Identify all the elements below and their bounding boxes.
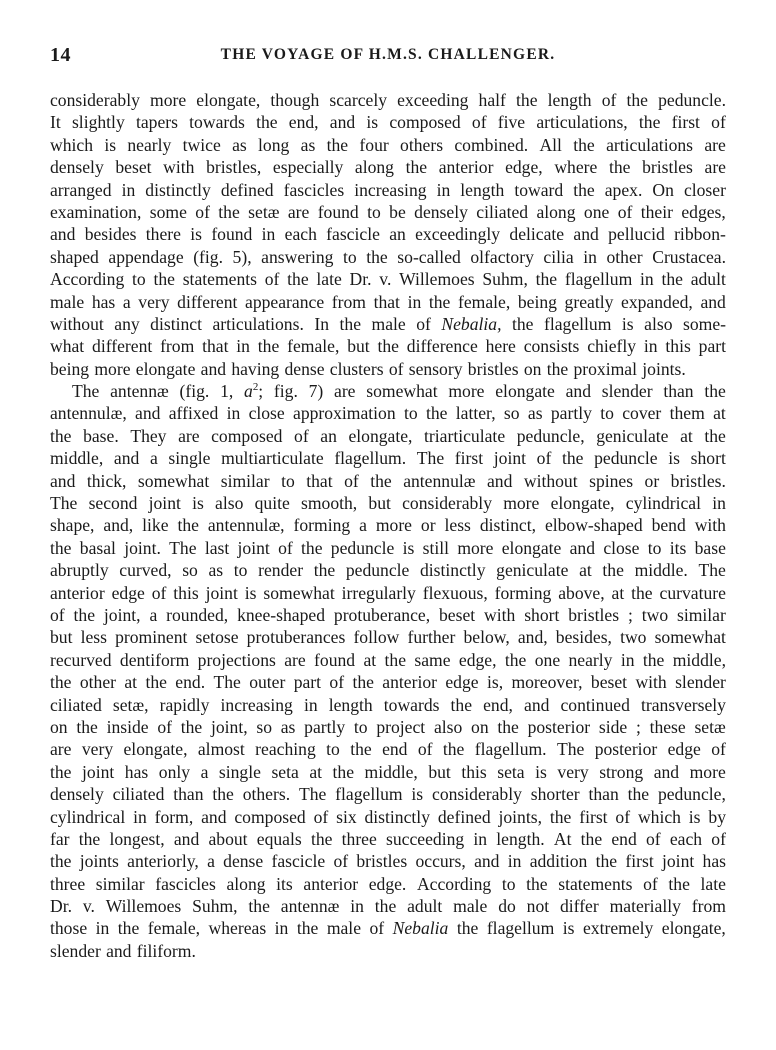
page-number: 14 bbox=[50, 44, 71, 66]
text-line: but less prominent setose protuberances follow further below, and, besides, two somewhat bbox=[50, 627, 726, 648]
text-line: antennulæ, and affixed in close approximation to the latter, so as partly to cover them at bbox=[50, 403, 726, 424]
text-line: According to the statements of the late Dr. v. Willemoes Suhm, the flagellum in the adult bbox=[50, 269, 726, 290]
text-line: three similar fascicles along its anterior edge. According to the statements of the late bbox=[50, 873, 726, 894]
paragraph bbox=[50, 380, 726, 962]
text-line: are very elongate, almost reaching to the end of the flagellum. The posterior edge of bbox=[50, 739, 726, 760]
text-line: which is nearly twice as long as the four others combined. All the articulations are bbox=[50, 134, 726, 155]
page-header bbox=[50, 44, 726, 70]
text-line: the base. They are composed of an elongate, triarticulate peduncle, geniculate at the bbox=[50, 425, 726, 446]
text-line: The antennæ (fig. 1, $a^2$; fig. 7) are somewhat more elongate and slender than the bbox=[72, 381, 726, 402]
text-line: and besides there is found in each fascicle an exceedingly delicate and pellucid ribbon- bbox=[50, 224, 726, 245]
text-line: examination, some of the setæ are found to be densely ciliated along one of their edges, bbox=[50, 201, 726, 222]
text-line: It slightly tapers towards the end, and is composed of five articulations, the first of bbox=[50, 112, 726, 133]
text-line: recurved dentiform projections are found at the same edge, the one nearly in the middle, bbox=[50, 649, 726, 670]
text-line: far the longest, and about equals the three succeeding in length. At the end of each of bbox=[50, 828, 726, 849]
text-line: without any distinct articulations. In the male of Nebalia, the flagellum is also some- bbox=[50, 313, 726, 334]
text-line: the joint has only a single seta at the middle, but this seta is very strong and more bbox=[50, 761, 726, 782]
paragraph bbox=[50, 89, 726, 380]
text-line: ciliated setæ, rapidly increasing in length towards the end, and continued transversely bbox=[50, 694, 726, 715]
text-line: Dr. v. Willemoes Suhm, the antennæ in the adult male do not differ materially from bbox=[50, 896, 726, 917]
text-line: those in the female, whereas in the male of Nebalia the flagellum is extremely elongate, bbox=[50, 918, 726, 939]
text-line: male has a very different appearance from that in the female, being greatly expanded, and bbox=[50, 291, 726, 312]
text-line: being more elongate and having dense clusters of sensory bristles on the proximal joints. bbox=[50, 358, 686, 379]
text-line: densely beset with bristles, especially along the anterior edge, where the bristles are bbox=[50, 157, 726, 178]
text-line: of the joint, a rounded, knee-shaped protuberance, beset with short bristles ; two similar bbox=[50, 604, 726, 625]
text-line: what different from that in the female, but the difference here consists chiefly in this part bbox=[50, 336, 726, 357]
text-line: the other at the end. The outer part of the anterior edge is, moreover, beset with slender bbox=[50, 672, 726, 693]
text-line: densely ciliated than the others. The flagellum is considerably shorter than the peduncle, bbox=[50, 784, 726, 805]
text-line: arranged in distinctly defined fascicles increasing in length toward the apex. On closer bbox=[50, 179, 726, 200]
text-line: and thick, somewhat similar to that of the antennulæ and without spines or bristles. bbox=[50, 470, 726, 491]
text-line: considerably more elongate, though scarcely exceeding half the length of the peduncle. bbox=[50, 90, 726, 110]
text-line: the basal joint. The last joint of the peduncle is still more elongate and close to its base bbox=[50, 537, 726, 558]
text-line: shape, and, like the antennulæ, forming a more or less distinct, elbow-shaped bend with bbox=[50, 515, 726, 536]
text-line: The second joint is also quite smooth, but considerably more elongate, cylindrical in bbox=[50, 493, 726, 514]
text-line: cylindrical in form, and composed of six distinctly defined joints, the first of which is by bbox=[50, 806, 726, 827]
text-line: shaped appendage (fig. 5), answering to the so-called olfactory cilia in other Crustacea. bbox=[50, 246, 726, 267]
body-text bbox=[50, 89, 726, 962]
text-line: slender and filiform. bbox=[50, 940, 196, 961]
text-line: anterior edge of this joint is somewhat irregularly flexuous, forming above, at the curvature bbox=[50, 582, 726, 603]
text-line: the joints anteriorly, a dense fascicle of bristles occurs, and in addition the first joint has bbox=[50, 851, 726, 872]
text-line: on the inside of the joint, so as partly to project also on the posterior side ; these setæ bbox=[50, 716, 726, 737]
text-line: abruptly curved, so as to render the peduncle distinctly geniculate at the middle. The bbox=[50, 560, 726, 581]
running-title: THE VOYAGE OF H.M.S. CHALLENGER. bbox=[220, 46, 556, 63]
text-line: middle, and a single multiarticulate flagellum. The first joint of the peduncle is short bbox=[50, 448, 726, 469]
